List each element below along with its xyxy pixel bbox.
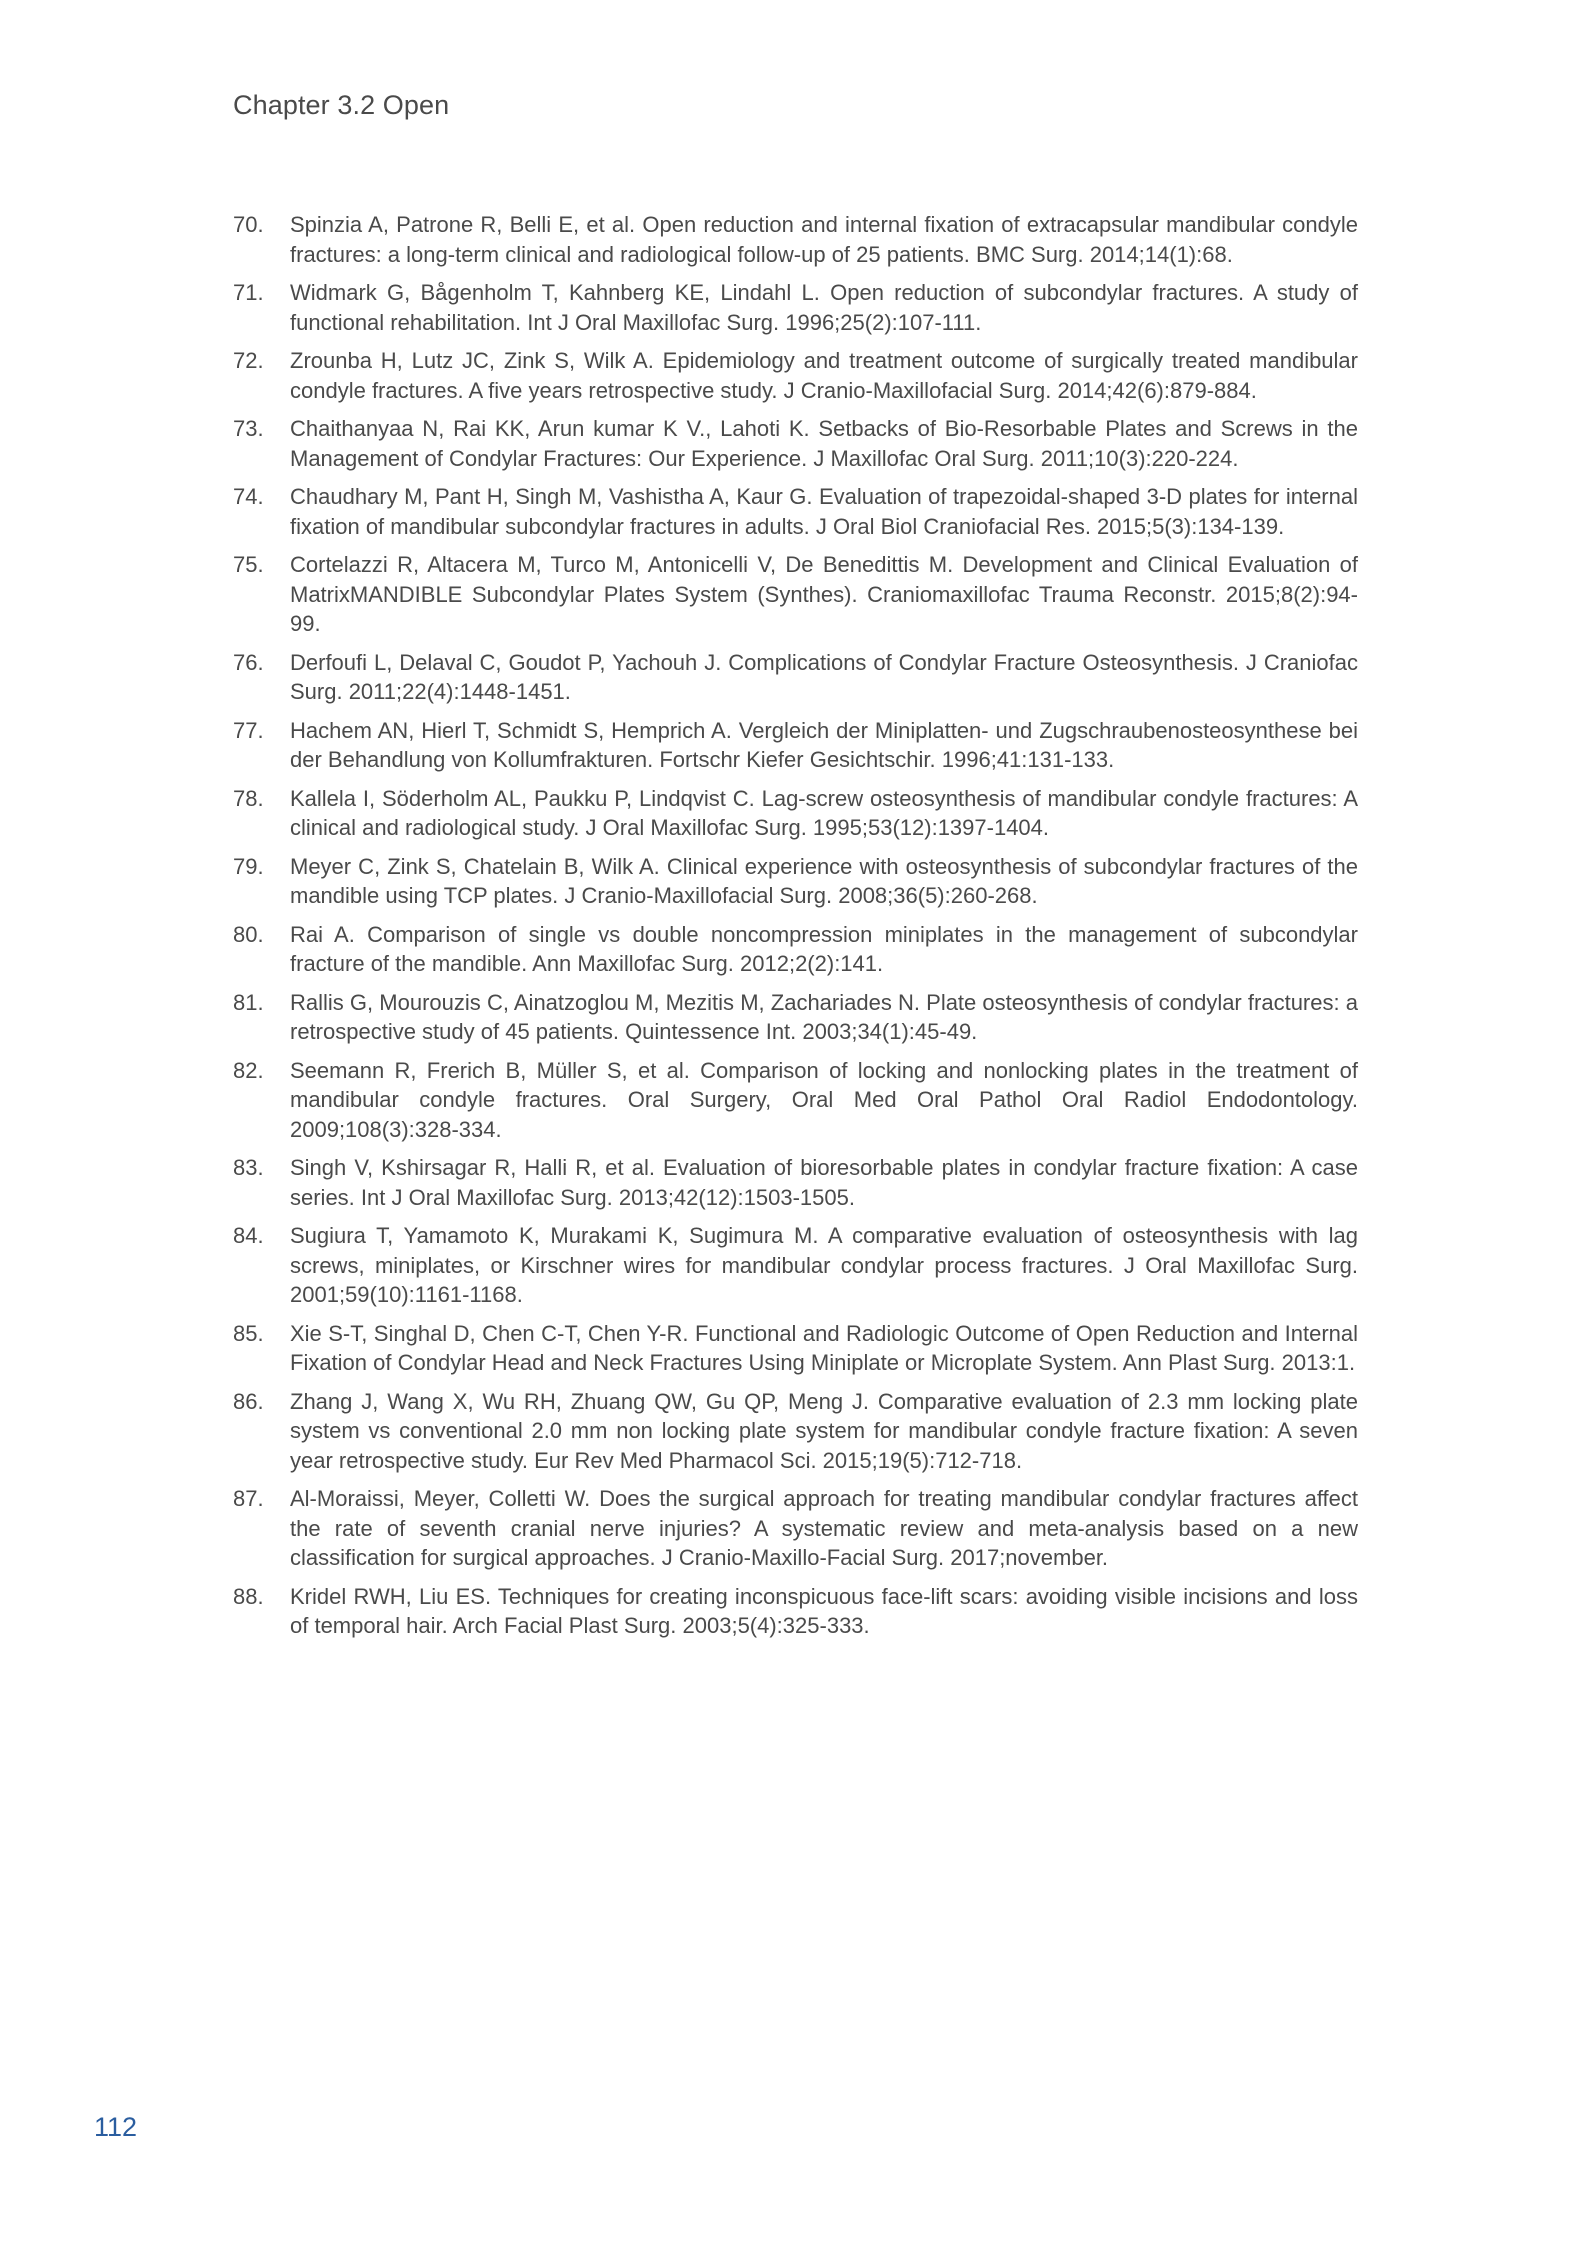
reference-text: Hachem AN, Hierl T, Schmidt S, Hemprich A. Vergleich der Miniplatten- und Zugschraubenosteosynthese bei der Behandlung von Kollumfrakturen. Fortschr Kiefer Gesichtschir. 1996;41:131-133. xyxy=(290,717,1358,772)
reference-text: Al-Moraissi, Meyer, Colletti W. Does the surgical approach for treating mandibular condylar fractures affect the rate of seventh cranial nerve injuries? A systematic review and meta-analysis based on a new classification for surgical approaches. J Cranio-Maxillo-Facial Surg. 2017;november. xyxy=(290,1486,1358,1570)
reference-number: 74. xyxy=(233,484,264,509)
reference-item xyxy=(233,1221,1358,1310)
reference-item xyxy=(233,784,1358,843)
reference-item xyxy=(233,346,1358,405)
reference-text: Xie S-T, Singhal D, Chen C-T, Chen Y-R. Functional and Radiologic Outcome of Open Reduction and Internal Fixation of Condylar Head and Neck Fractures Using Miniplate or Microplate System. Ann Plast Surg. 2013:1. xyxy=(290,1320,1358,1375)
reference-text: Widmark G, Bågenholm T, Kahnberg KE, Lindahl L. Open reduction of subcondylar fractures. A study of functional rehabilitation. Int J Oral Maxillofac Surg. 1996;25(2):107-111. xyxy=(290,280,1358,335)
reference-text: Kallela I, Söderholm AL, Paukku P, Lindqvist C. Lag-screw osteosynthesis of mandibular condyle fractures: A clinical and radiological study. J Oral Maxillofac Surg. 1995;53(12):1397-1404. xyxy=(290,785,1358,840)
reference-item xyxy=(233,210,1358,269)
reference-number: 86. xyxy=(233,1388,264,1414)
reference-item xyxy=(233,1582,1358,1641)
reference-item xyxy=(233,852,1358,911)
reference-text: Rai A. Comparison of single vs double noncompression miniplates in the management of subcondylar fracture of the mandible. Ann Maxillofac Surg. 2012;2(2):141. xyxy=(290,921,1358,976)
reference-text: Zhang J, Wang X, Wu RH, Zhuang QW, Gu QP, Meng J. Comparative evaluation of 2.3 mm locking plate system vs conventional 2.0 mm non locking plate system for mandibular condyle fracture fixation: A seven year retrospective study. Eur Rev Med Pharmacol Sci. 2015;19(5):712-718. xyxy=(290,1388,1358,1473)
reference-item xyxy=(233,278,1358,337)
reference-item xyxy=(233,1387,1358,1476)
reference-number: 71. xyxy=(233,280,264,305)
reference-number: 82. xyxy=(233,1057,264,1083)
reference-number: 75. xyxy=(233,552,264,577)
reference-text: Rallis G, Mourouzis C, Ainatzoglou M, Mezitis M, Zachariades N. Plate osteosynthesis of condylar fractures: a retrospective study of 45 patients. Quintessence Int. 2003;34(1):45-49. xyxy=(290,989,1358,1044)
reference-item xyxy=(233,988,1358,1047)
reference-text: Singh V, Kshirsagar R, Halli R, et al. Evaluation of bioresorbable plates in condylar fracture fixation: A case series. Int J Oral Maxillofac Surg. 2013;42(12):1503-1505. xyxy=(290,1155,1358,1210)
reference-number: 83. xyxy=(233,1155,264,1180)
reference-number: 80. xyxy=(233,921,264,947)
reference-item xyxy=(233,414,1358,473)
reference-item xyxy=(233,716,1358,775)
reference-item xyxy=(233,1056,1358,1145)
reference-text: Meyer C, Zink S, Chatelain B, Wilk A. Clinical experience with osteosynthesis of subcondylar fractures of the mandible using TCP plates. J Cranio-Maxillofacial Surg. 2008;36(5):260-268. xyxy=(290,853,1358,908)
reference-text: Chaithanyaa N, Rai KK, Arun kumar K V., Lahoti K. Setbacks of Bio-Resorbable Plates and Screws in the Management of Condylar Fractures: Our Experience. J Maxillofac Oral Surg. 2011;10(3):220-224. xyxy=(290,416,1358,471)
reference-text: Kridel RWH, Liu ES. Techniques for creating inconspicuous face-lift scars: avoiding visible incisions and loss of temporal hair. Arch Facial Plast Surg. 2003;5(4):325-333. xyxy=(290,1583,1358,1638)
reference-number: 78. xyxy=(233,785,264,811)
reference-number: 76. xyxy=(233,649,264,675)
reference-number: 88. xyxy=(233,1583,264,1609)
reference-number: 85. xyxy=(233,1320,264,1346)
reference-number: 87. xyxy=(233,1486,264,1511)
reference-item xyxy=(233,648,1358,707)
reference-text: Sugiura T, Yamamoto K, Murakami K, Sugimura M. A comparative evaluation of osteosynthesis with lag screws, miniplates, or Kirschner wires for mandibular condylar process fractures. J Oral Maxillofac Surg. 2001;59(10):1161-1168. xyxy=(290,1223,1358,1307)
reference-text: Seemann R, Frerich B, Müller S, et al. Comparison of locking and nonlocking plates in the treatment of mandibular condyle fractures. Oral Surgery, Oral Med Oral Pathol Oral Radiol Endodontology. 2009;108(3):328-334. xyxy=(290,1057,1358,1142)
reference-item xyxy=(233,1484,1358,1573)
reference-item xyxy=(233,920,1358,979)
running-header: Chapter 3.2 Open xyxy=(233,90,450,120)
reference-text: Zrounba H, Lutz JC, Zink S, Wilk A. Epidemiology and treatment outcome of surgically treated mandibular condyle fractures. A five years retrospective study. J Cranio-Maxillofacial Surg. 2014;42(6):879-884. xyxy=(290,348,1358,403)
reference-number: 84. xyxy=(233,1223,264,1248)
reference-number: 79. xyxy=(233,853,264,879)
reference-number: 81. xyxy=(233,989,264,1015)
reference-list xyxy=(233,210,1358,1650)
reference-text: Derfoufi L, Delaval C, Goudot P, Yachouh J. Complications of Condylar Fracture Osteosynthesis. J Craniofac Surg. 2011;22(4):1448-1451. xyxy=(290,649,1358,704)
reference-number: 73. xyxy=(233,416,264,441)
reference-text: Spinzia A, Patrone R, Belli E, et al. Open reduction and internal fixation of extracapsular mandibular condyle fractures: a long-term clinical and radiological follow-up of 25 patients. BMC Surg. 2014;14(1):68. xyxy=(290,212,1358,267)
reference-item xyxy=(233,550,1358,639)
reference-text: Cortelazzi R, Altacera M, Turco M, Antonicelli V, De Benedittis M. Development and Clinical Evaluation of MatrixMANDIBLE Subcondylar Plates System (Synthes). Craniomaxillofac Trauma Reconstr. 2015;8(2):94-99. xyxy=(290,552,1358,636)
page-number: 112 xyxy=(94,2112,138,2142)
reference-number: 72. xyxy=(233,348,264,373)
reference-item xyxy=(233,1153,1358,1212)
reference-item xyxy=(233,1319,1358,1378)
reference-number: 77. xyxy=(233,717,264,743)
reference-number: 70. xyxy=(233,212,264,237)
reference-item xyxy=(233,482,1358,541)
reference-text: Chaudhary M, Pant H, Singh M, Vashistha A, Kaur G. Evaluation of trapezoidal-shaped 3-D plates for internal fixation of mandibular subcondylar fractures in adults. J Oral Biol Craniofacial Res. 2015;5(3):134-139. xyxy=(290,484,1358,539)
